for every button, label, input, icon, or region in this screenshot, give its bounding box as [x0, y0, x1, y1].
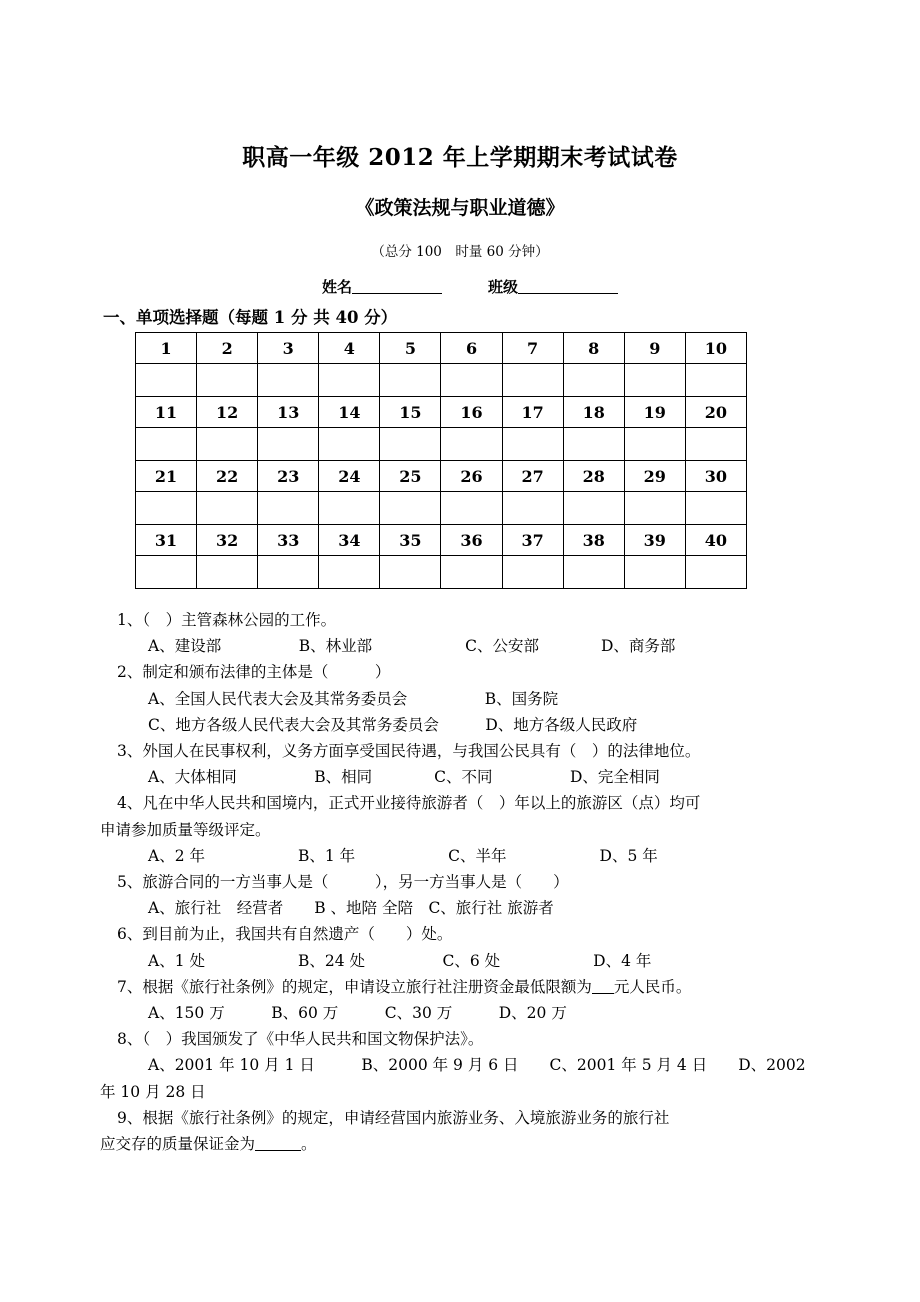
answer-cell[interactable]: [563, 428, 624, 461]
table-cell: 5: [380, 333, 441, 364]
answer-cell[interactable]: [197, 364, 258, 397]
answer-cell[interactable]: [502, 492, 563, 525]
answer-table-body: [136, 333, 747, 589]
answer-cell[interactable]: [258, 364, 319, 397]
question-7-stem-before: 7、根据《旅行社条例》的规定，申请设立旅行社注册资金最低限额为: [117, 977, 592, 996]
answer-cell[interactable]: [563, 492, 624, 525]
table-cell: 15: [380, 397, 441, 428]
table-cell: 38: [563, 525, 624, 556]
answer-cell[interactable]: [685, 364, 746, 397]
page-subtitle: 《政策法规与职业道德》: [355, 197, 565, 219]
table-cell: 39: [624, 525, 685, 556]
answer-cell[interactable]: [502, 556, 563, 589]
table-row: [136, 461, 747, 492]
table-row: [136, 397, 747, 428]
name-field-label: 姓名: [322, 278, 353, 296]
question-3-stem: 3、外国人在民事权利，义务方面享受国民待遇，与我国公民具有（ ）的法律地位。: [117, 742, 701, 761]
question-9-cont-after: 。: [301, 1135, 317, 1154]
answer-cell[interactable]: [624, 364, 685, 397]
answer-cell[interactable]: [136, 428, 197, 461]
table-cell: 31: [136, 525, 197, 556]
table-cell: 14: [319, 397, 380, 428]
question-7-options: A、150 万 B、60 万 C、30 万 D、20 万: [148, 1004, 567, 1023]
table-cell: 1: [136, 333, 197, 364]
class-input-rule[interactable]: [518, 279, 618, 294]
table-cell: 37: [502, 525, 563, 556]
answer-cell[interactable]: [258, 556, 319, 589]
student-info-row: [0, 262, 920, 298]
table-cell: 24: [319, 461, 380, 492]
question-1-options: A、建设部 B、林业部 C、公安部 D、商务部: [148, 637, 676, 656]
question-7-blank-rule[interactable]: [592, 980, 614, 994]
answer-cell[interactable]: [380, 492, 441, 525]
answer-cell[interactable]: [502, 364, 563, 397]
table-cell: 16: [441, 397, 502, 428]
answer-cell[interactable]: [685, 428, 746, 461]
table-cell: 34: [319, 525, 380, 556]
class-field-label: 班级: [488, 278, 519, 296]
table-cell: 20: [685, 397, 746, 428]
table-cell: 32: [197, 525, 258, 556]
table-cell: 36: [441, 525, 502, 556]
table-cell: 11: [136, 397, 197, 428]
question-6-stem: 6、到目前为止，我国共有自然遗产（ ）处。: [117, 925, 453, 944]
answer-cell[interactable]: [624, 428, 685, 461]
answer-cell[interactable]: [136, 556, 197, 589]
table-cell: 28: [563, 461, 624, 492]
section-heading-single-choice: 一、单项选择题（每题 1 分 共 40 分）: [103, 308, 398, 327]
question-8-stem: 8、（ ）我国颁发了《中华人民共和国文物保护法》。: [117, 1030, 484, 1049]
answer-cell[interactable]: [380, 428, 441, 461]
answer-cell[interactable]: [319, 364, 380, 397]
name-input-rule[interactable]: [352, 279, 442, 294]
table-cell: 2: [197, 333, 258, 364]
question-9-blank-rule[interactable]: [255, 1137, 301, 1151]
question-3-options: A、大体相同 B、相同 C、不同 D、完全相同: [148, 768, 660, 787]
answer-cell[interactable]: [197, 556, 258, 589]
answer-cell[interactable]: [380, 556, 441, 589]
question-9-stem: 9、根据《旅行社条例》的规定，申请经营国内旅游业务、入境旅游业务的旅行社: [117, 1108, 670, 1127]
question-8-options-continuation: 年 10 月 28 日: [100, 1082, 206, 1101]
answer-cell[interactable]: [502, 428, 563, 461]
table-row-answers: [136, 556, 747, 589]
question-2-options-b: C、地方各级人民代表大会及其常务委员会 D、地方各级人民政府: [148, 715, 638, 734]
answer-cell[interactable]: [319, 556, 380, 589]
table-cell: 33: [258, 525, 319, 556]
table-row: [136, 525, 747, 556]
answer-cell[interactable]: [563, 556, 624, 589]
table-cell: 8: [563, 333, 624, 364]
table-row-answers: [136, 428, 747, 461]
table-cell: 3: [258, 333, 319, 364]
table-cell: 18: [563, 397, 624, 428]
table-cell: 10: [685, 333, 746, 364]
table-cell: 12: [197, 397, 258, 428]
question-4-continuation: 申请参加质量等级评定。: [100, 820, 271, 839]
question-2-stem: 2、制定和颁布法律的主体是（ ）: [117, 663, 391, 682]
answer-cell[interactable]: [441, 556, 502, 589]
question-5-options: A、旅行社 经营者 B 、地陪 全陪 C、旅行社 旅游者: [148, 899, 554, 918]
answer-cell[interactable]: [319, 492, 380, 525]
question-8-options: A、2001 年 10 月 1 日 B、2000 年 9 月 6 日 C、2001 年 5 月 4 日 D、2002: [148, 1056, 806, 1075]
answer-cell[interactable]: [441, 492, 502, 525]
page-title: 职高一年级 2012 年上学期期末考试试卷: [242, 144, 678, 171]
answer-cell[interactable]: [258, 428, 319, 461]
table-cell: 13: [258, 397, 319, 428]
table-cell: 7: [502, 333, 563, 364]
answer-cell[interactable]: [563, 364, 624, 397]
answer-grid-wrapper: [0, 329, 920, 589]
table-cell: 29: [624, 461, 685, 492]
table-cell: 17: [502, 397, 563, 428]
answer-cell[interactable]: [624, 556, 685, 589]
answer-cell[interactable]: [319, 428, 380, 461]
exam-meta-info: （总分 100 时量 60 分钟）: [371, 244, 549, 260]
table-cell: 23: [258, 461, 319, 492]
table-cell: 30: [685, 461, 746, 492]
question-5-stem: 5、旅游合同的一方当事人是（ ），另一方当事人是（ ）: [117, 873, 569, 892]
question-2-options-a: A、全国人民代表大会及其常务委员会 B、国务院: [148, 689, 559, 708]
answer-cell[interactable]: [197, 428, 258, 461]
table-cell: 19: [624, 397, 685, 428]
table-cell: 27: [502, 461, 563, 492]
table-row-answers: [136, 364, 747, 397]
answer-cell[interactable]: [441, 364, 502, 397]
questions-list: [0, 589, 920, 1157]
table-row: [136, 333, 747, 364]
question-4-stem: 4、凡在中华人民共和国境内，正式开业接待旅游者（ ）年以上的旅游区（点）均可: [117, 794, 701, 813]
answer-sheet-table: [135, 332, 747, 589]
table-row-answers: [136, 492, 747, 525]
question-9-continuation: [100, 1131, 832, 1157]
question-7-stem-after: 元人民币。: [613, 977, 692, 996]
table-cell: 9: [624, 333, 685, 364]
table-cell: 21: [136, 461, 197, 492]
table-cell: 6: [441, 333, 502, 364]
answer-cell[interactable]: [197, 492, 258, 525]
table-cell: 25: [380, 461, 441, 492]
answer-cell[interactable]: [136, 364, 197, 397]
answer-cell[interactable]: [624, 492, 685, 525]
answer-cell[interactable]: [258, 492, 319, 525]
answer-cell[interactable]: [685, 556, 746, 589]
question-1-stem: 1、（ ）主管森林公园的工作。: [117, 611, 337, 629]
table-cell: 40: [685, 525, 746, 556]
answer-cell[interactable]: [441, 428, 502, 461]
table-cell: 4: [319, 333, 380, 364]
question-4-options: A、2 年 B、1 年 C、半年 D、5 年: [148, 846, 658, 865]
answer-cell[interactable]: [380, 364, 441, 397]
table-cell: 35: [380, 525, 441, 556]
question-9-cont-before: 应交存的质量保证金为: [100, 1135, 256, 1154]
question-6-options: A、1 处 B、24 处 C、6 处 D、4 年: [148, 951, 652, 970]
table-cell: 26: [441, 461, 502, 492]
answer-cell[interactable]: [136, 492, 197, 525]
table-cell: 22: [197, 461, 258, 492]
question-7-stem: [103, 974, 832, 1000]
answer-cell[interactable]: [685, 492, 746, 525]
